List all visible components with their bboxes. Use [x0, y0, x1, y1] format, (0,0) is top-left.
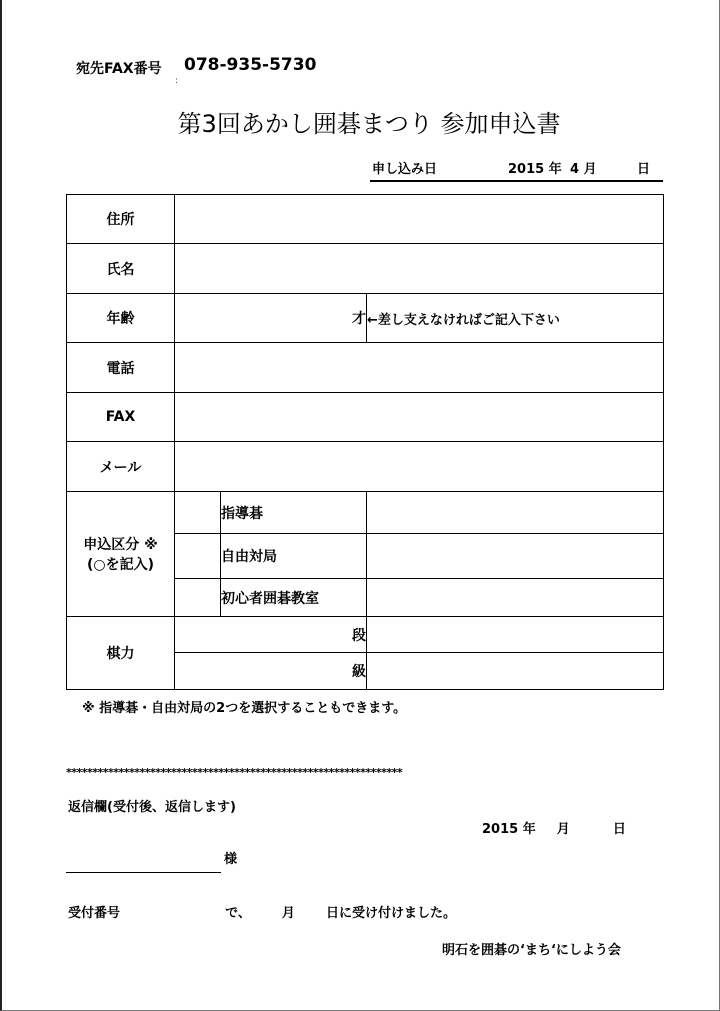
- strength-label: 棋力: [67, 617, 175, 690]
- age-note: ←差し支えなければご記入下さい: [367, 294, 664, 343]
- age-row: [67, 294, 664, 343]
- name-label: 氏名: [67, 244, 175, 294]
- dan-unit: 段: [352, 627, 366, 644]
- fax-field[interactable]: [175, 393, 664, 442]
- kyu-unit: 級: [352, 664, 366, 680]
- category-label-line2: (○を記入): [86, 557, 154, 573]
- reply-date: [482, 818, 626, 837]
- category-mark-3[interactable]: [175, 579, 221, 617]
- dan-blank: [367, 617, 664, 653]
- application-date-day: 日: [637, 162, 651, 177]
- age-label: 年齢: [67, 294, 175, 343]
- phone-field[interactable]: [175, 343, 664, 393]
- category-label-line1: 申込区分 ※: [83, 537, 158, 553]
- address-field[interactable]: [175, 195, 664, 244]
- fax-row: [67, 393, 664, 442]
- colon-mark: :: [175, 76, 179, 86]
- honorific-sama: 様: [224, 852, 238, 867]
- dan-field[interactable]: [175, 617, 367, 653]
- age-field[interactable]: [175, 294, 367, 343]
- category-option-2: 自由対局: [221, 534, 367, 579]
- name-row: [67, 244, 664, 294]
- address-row: [67, 195, 664, 244]
- email-row: [67, 442, 664, 492]
- reply-heading: 返信欄(受付後、返信します): [68, 800, 236, 815]
- organization-name: 明石を囲碁の‘まち‘にしよう会: [442, 943, 621, 958]
- email-label: メール: [67, 442, 175, 492]
- category-blank-1: [367, 492, 664, 534]
- recipient-name-line[interactable]: [66, 872, 221, 873]
- name-field[interactable]: [175, 244, 664, 294]
- category-mark-2[interactable]: [175, 534, 221, 579]
- footnote: ※ 指導碁・自由対局の2つを選択することもできます。: [82, 701, 407, 716]
- address-label: 住所: [67, 195, 175, 244]
- application-date-line: [370, 156, 663, 182]
- application-date-month: 4 月: [570, 162, 597, 177]
- category-row-1: [67, 492, 664, 534]
- receipt-text: 日に受け付けました。: [325, 906, 456, 921]
- fax-destination-number: 078-935-5730: [184, 55, 317, 75]
- category-option-3: 初心者囲碁教室: [221, 579, 367, 617]
- strength-row-dan: [67, 617, 664, 653]
- reply-date-day: 日: [612, 822, 626, 837]
- application-form-table: [66, 194, 664, 690]
- phone-label: 電話: [67, 343, 175, 393]
- application-date-label: 申し込み日: [372, 162, 438, 177]
- application-date-year: 2015 年: [508, 162, 562, 177]
- kyu-blank: [367, 653, 664, 690]
- category-blank-2: [367, 534, 664, 579]
- category-blank-3: [367, 579, 664, 617]
- reply-date-year: 2015 年: [482, 822, 536, 837]
- fax-destination-label: 宛先FAX番号: [76, 61, 162, 77]
- reply-date-month: 月: [556, 822, 570, 837]
- form-title: 第3回あかし囲碁まつり 参加申込書: [177, 110, 561, 138]
- category-option-1: 指導碁: [221, 492, 367, 534]
- category-mark-1[interactable]: [175, 492, 221, 534]
- fax-label: FAX: [67, 393, 175, 442]
- phone-row: [67, 343, 664, 393]
- receipt-de: で、: [225, 906, 251, 921]
- category-label: [67, 492, 175, 617]
- kyu-field[interactable]: [175, 653, 367, 690]
- separator-line: ****************************************************************: [66, 766, 403, 779]
- email-field[interactable]: [175, 442, 664, 492]
- receipt-month: 月: [281, 906, 295, 921]
- receipt-line: [68, 902, 456, 921]
- receipt-number-label: 受付番号: [68, 906, 121, 921]
- age-unit: 才: [352, 311, 366, 327]
